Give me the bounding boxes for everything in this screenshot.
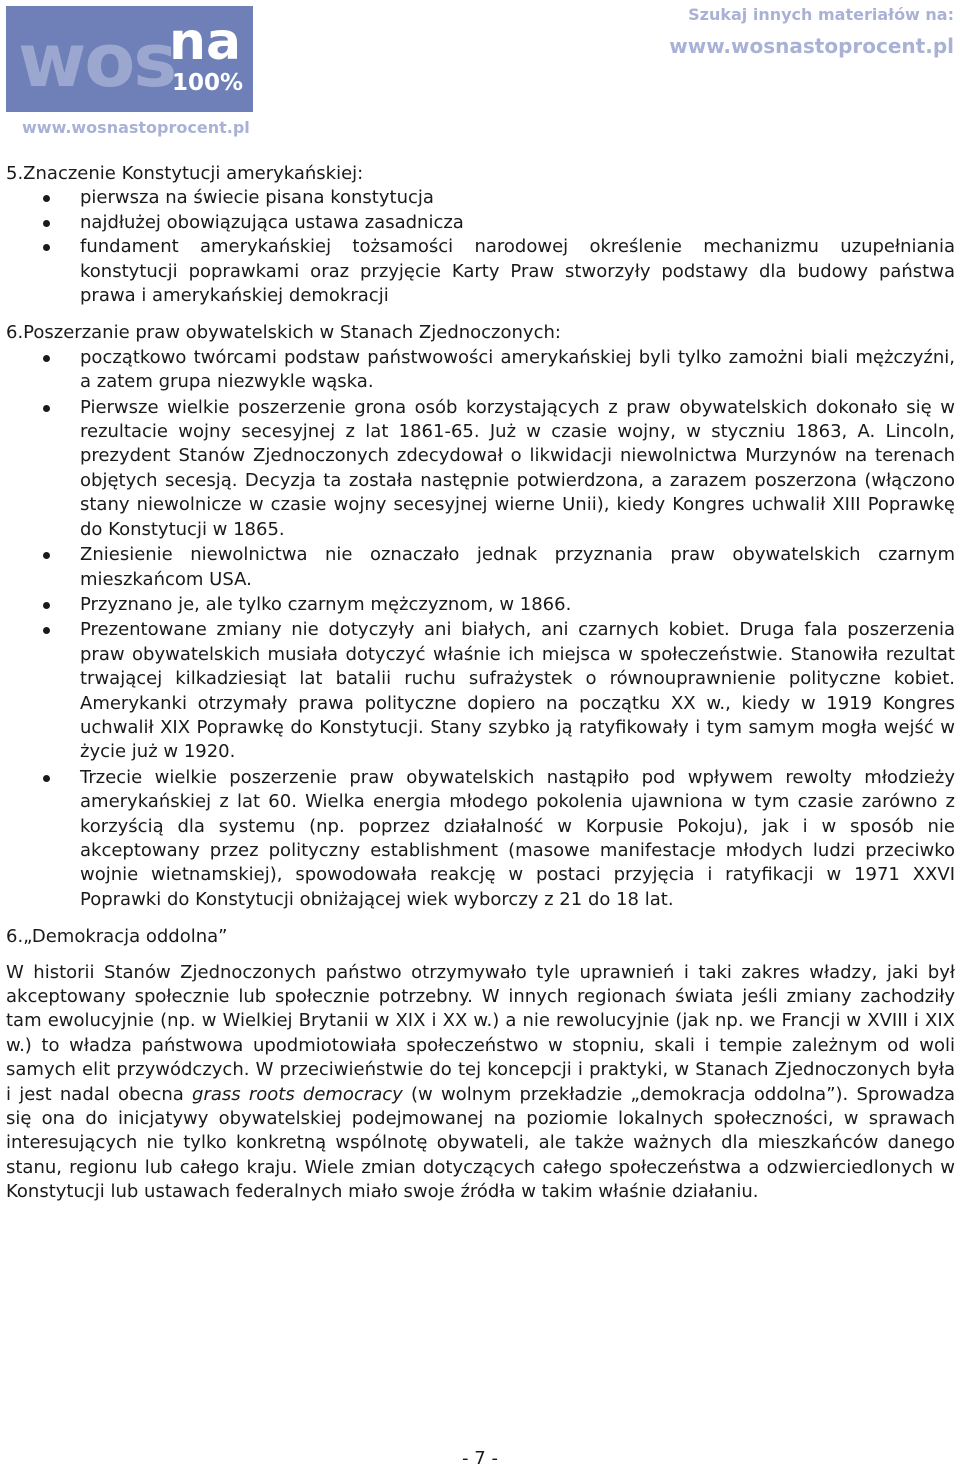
list-item: Przyznano je, ale tylko czarnym mężczyznom, w 1866. bbox=[6, 593, 955, 617]
bullet-icon bbox=[43, 355, 50, 362]
list-item: Zniesienie niewolnictwa nie oznaczało jednak przyznania praw obywatelskich czarnym mieszkańcom USA. bbox=[6, 543, 955, 592]
page-number: - 7 - bbox=[462, 1448, 498, 1469]
list-item: początkowo twórcami podstaw państwowości amerykańskiej byli tylko zamożni biali mężczyźni, a zatem grupa niezwykle wąska. bbox=[6, 346, 955, 395]
document-body bbox=[6, 162, 955, 1205]
list-item: pierwsza na świecie pisana konstytucja bbox=[6, 186, 955, 210]
bullet-icon bbox=[43, 405, 50, 412]
bullet-icon bbox=[43, 627, 50, 634]
list-item: Pierwsze wielkie poszerzenie grona osób korzystających z praw obywatelskich dokonało się w rezultacie wojny secesyjnej z lat 1861-65. Już w czasie wojny, w styczniu 1863, A. Lincoln, prezydent Stanów Zjednoczonych zdecydował o likwidacji niewolnictwa Murzynów na terenach objętych secesją. Decyzja ta została następnie potwierdzona, a zarazem poszerzona (włączono stany niewolnicze w czasie wojny secesyjnej wierne Unii), kiedy Kongres uchwalił XIII Poprawkę do Konstytucji w 1865. bbox=[6, 396, 955, 542]
bullet-icon bbox=[43, 220, 50, 227]
section-grassroots-heading: 6.„Demokracja oddolna” bbox=[6, 926, 228, 948]
list-item: Trzecie wielkie poszerzenie praw obywatelskich nastąpiło pod wpływem rewolty młodzieży amerykańskiej z lat 60. Wielka energia młodego pokolenia ujawniona w tym czasie zarówno z korzyścią dla systemu (np. poprzez działalność w Korpusie Pokoju), jak i w sposób nie akceptowany przez polityczny establishment (masowe manifestacje młodych ludzi przeciwko wojnie wietnamskiej), spowodowała reakcję w postaci przyjęcia i ratyfikacji w 1971 XXVI Poprawki do Konstytucji obniżającej wiek wyborczy z 21 do 18 lat. bbox=[6, 766, 955, 912]
section-5-heading: 5.Znaczenie Konstytucji amerykańskiej: bbox=[6, 163, 364, 184]
bullet-icon bbox=[43, 775, 50, 782]
search-more-label: Szukaj innych materiałów na: bbox=[688, 5, 954, 24]
bullet-icon bbox=[43, 195, 50, 202]
section-6-heading: 6.Poszerzanie praw obywatelskich w Stanach Zjednoczonych: bbox=[6, 322, 561, 344]
logo-na-text: na bbox=[169, 12, 242, 72]
section-5-list bbox=[6, 186, 955, 308]
bullet-icon bbox=[43, 602, 50, 609]
list-item: fundament amerykańskiej tożsamości narodowej określenie mechanizmu uzupełniania konstytucji poprawkami oraz przyjęcie Karty Praw stworzyły podstawy dla budowy państwa prawa i amerykańskiej demokracji bbox=[6, 235, 955, 308]
list-item: Prezentowane zmiany nie dotyczyły ani białych, ani czarnych kobiet. Druga fala poszerzenia praw obywatelskich musiała dotyczyć właśnie ich miejsca w społeczeństwie. Stanowiła rezultat trwającej kilkadziesiąt lat batalii ruchu sufrażystek o równouprawnienie polityczne kobiet. Amerykanki otrzymały prawa polityczne dopiero na początku XX w., kiedy w 1919 Kongres uchwalił XIX Poprawkę do Konstytucji. Stany szybko ją ratyfikowały i tym samym mogła wejść w życie już w 1920. bbox=[6, 618, 955, 764]
bullet-icon bbox=[43, 552, 50, 559]
logo-percent-text: 100% bbox=[172, 70, 244, 96]
logo-wos-text: wos bbox=[18, 18, 176, 104]
logo-url-link[interactable]: www.wosnastoprocent.pl bbox=[22, 118, 250, 137]
section-6-list bbox=[6, 346, 955, 912]
site-logo[interactable] bbox=[6, 6, 253, 112]
bullet-icon bbox=[43, 244, 50, 251]
grassroots-paragraph: W historii Stanów Zjednoczonych państwo otrzymywało tyle uprawnień i taki zakres władzy, jaki był akceptowany społecznie lub społecznie potrzebny. W innych regionach świata jeśli zmiany zachodziły tam ewolucyjnie (np. w Wielkiej Brytanii w XIX i XX w.) a nie rewolucyjnie (jak np. we Francji w XVIII i XIX w.) to władza państwowa upodmiotowiała społeczeństwo w stopniu, skali i tempie zależnym od woli samych elit przywódczych. W przeciwieństwie do tej koncepcji i praktyki, w Stanach Zjednoczonych była i jest nadal obecna grass roots democracy (w wolnym przekładzie „demokracja oddolna”). Sprowadza się ona do inicjatywy obywatelskiej podejmowanej na poziomie lokalnych społeczności, w sprawach interesujących nie tylko konkretną wspólnotę obywateli, ale także ważnych dla mieszkańców danego stanu, regionu lub całego kraju. Wiele zmian dotyczących całego społeczeństwa a odzwierciedlonych w Konstytucji lub ustawach federalnych miało swoje źródła w takim właśnie działaniu. bbox=[6, 961, 955, 1203]
header-url-link[interactable]: www.wosnastoprocent.pl bbox=[669, 34, 954, 58]
list-item: najdłużej obowiązująca ustawa zasadnicza bbox=[6, 211, 955, 235]
grassroots-term: grass roots democracy bbox=[192, 1083, 403, 1105]
